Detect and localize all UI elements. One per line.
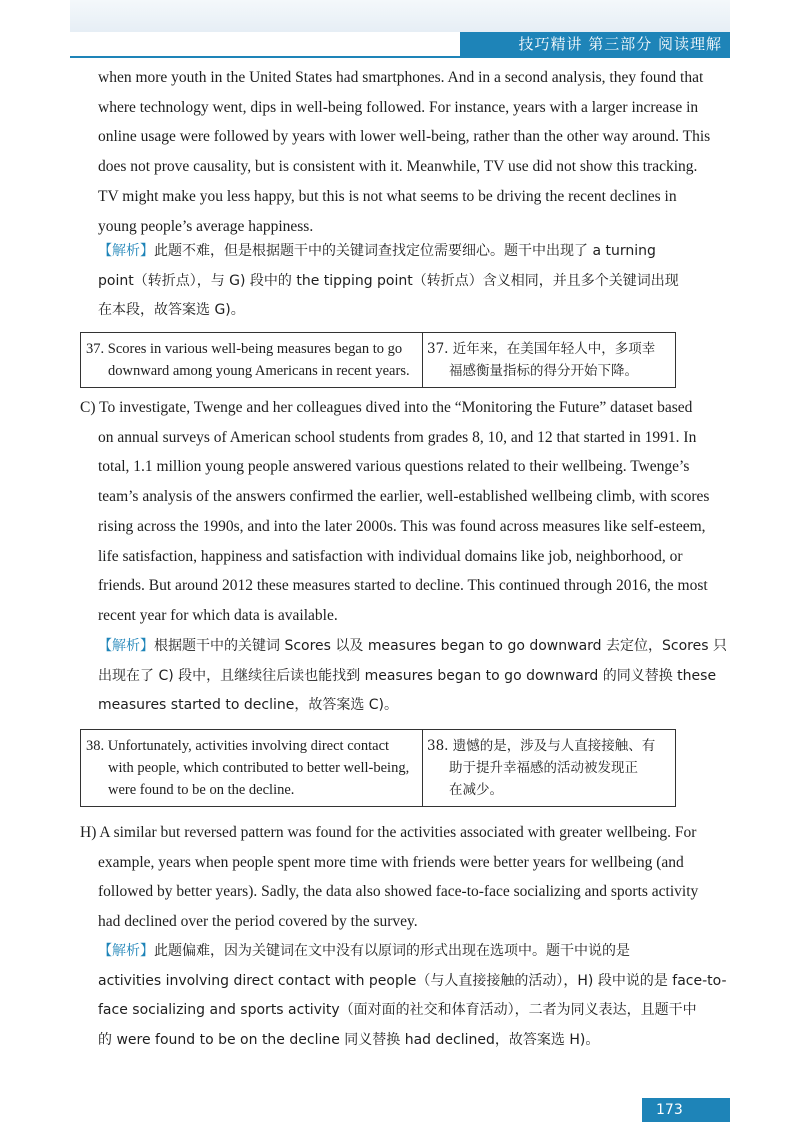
analysis-tag: 【解析】 (98, 638, 154, 654)
text-line: recent year for which data is available. (98, 606, 338, 624)
text-line: team’s analysis of the answers confirmed the earlier, well-established wellbeing climb, with scores (98, 488, 710, 506)
text-line: 的 were found to be on the decline 同义替换 had declined，故答案选 H)。 (98, 1032, 600, 1049)
analysis-block (98, 237, 678, 326)
text-line: 此题不难，但是根据题干中的关键词查找定位需要细心。题干中出现了 a turning (154, 243, 656, 259)
text-line: 37. Scores in various well-being measures began to go (86, 341, 403, 357)
text-line: 38. 遗憾的是，涉及与人直接接触、有 (427, 738, 656, 754)
analysis-block (98, 937, 727, 1056)
text-line: downward among young Americans in recent years. (108, 363, 410, 379)
text-line: H) A similar but reversed pattern was found for the activities associated with greater wellbeing. For (80, 824, 697, 841)
text-line: where technology went, dips in well-being followed. For instance, years with a larger increase in (98, 98, 699, 116)
analysis-block (98, 632, 727, 721)
question-chinese (423, 730, 675, 806)
text-line: example, years when people spent more time with friends were better years for wellbeing (and (98, 853, 684, 871)
text-line: 在本段，故答案选 G)。 (98, 302, 245, 319)
question-english (81, 730, 423, 806)
text-line: face socializing and sports activity（面对面的社交和体育活动），二者为同义表达，且题干中 (98, 1002, 697, 1019)
text-line: rising across the 1990s, and into the later 2000s. This was found across measures like self-esteem, (98, 517, 706, 535)
text-line: 此题偏难，因为关键词在文中没有以原词的形式出现在选项中。题干中说的是 (154, 943, 630, 959)
text-line: does not prove causality, but is consistent with it. Meanwhile, TV use did not show this tracking. (98, 158, 698, 176)
header-rule (70, 56, 730, 58)
page-number: 173 (642, 1098, 730, 1122)
text-line: TV might make you less happy, but this is not what seems to be driving the recent declines in (98, 187, 677, 205)
text-line: friends. But around 2012 these measures started to decline. This continued through 2016, the most (98, 577, 708, 595)
text-line: activities involving direct contact with people（与人直接接触的活动），H) 段中说的是 face-to- (98, 972, 727, 989)
text-line: were found to be on the decline. (108, 782, 295, 798)
text-line: followed by better years). Sadly, the data also showed face-to-face socializing and sports activity (98, 883, 699, 901)
analysis-tag: 【解析】 (98, 243, 154, 259)
question-table-37 (80, 332, 676, 388)
text-line: online usage were followed by years with lower well-being, rather than the other way around. This (98, 128, 711, 146)
text-line: measures started to decline，故答案选 C)。 (98, 697, 399, 714)
section-header: 技巧精讲 第三部分 阅读理解 (460, 32, 730, 56)
text-line: 福感衡量指标的得分开始下降。 (449, 363, 638, 379)
paragraph-c (80, 393, 710, 631)
text-line: 出现在了 C) 段中，且继续往后读也能找到 measures began to go downward 的同义替换 these (98, 667, 717, 684)
top-decoration-strip (70, 0, 730, 32)
text-line: C) To investigate, Twenge and her colleagues dived into the “Monitoring the Future” dataset based (80, 399, 693, 416)
text-line: 在减少。 (449, 782, 503, 798)
question-table-38 (80, 729, 676, 807)
text-line: 助于提升幸福感的活动被发现正 (449, 760, 638, 776)
text-line: point（转折点），与 G) 段中的 the tipping point（转折点）含义相同，并且多个关键词出现 (98, 272, 679, 289)
text-line: with people, which contributed to better well-being, (108, 760, 410, 776)
analysis-tag: 【解析】 (98, 943, 154, 959)
text-line: on annual surveys of American school students from grades 8, 10, and 12 that started in 1991. In (98, 428, 697, 446)
text-line: 38. Unfortunately, activities involving direct contact (86, 738, 390, 754)
paragraph-continued (98, 63, 711, 241)
paragraph-h (80, 818, 699, 937)
question-english (81, 333, 423, 387)
text-line: life satisfaction, happiness and satisfaction with individual domains like job, neighborhood, or (98, 547, 683, 565)
text-line: 37. 近年来，在美国年轻人中，多项幸 (427, 341, 656, 357)
question-chinese (423, 333, 675, 387)
text-line: total, 1.1 million young people answered various questions related to their wellbeing. Twenge’s (98, 458, 690, 476)
text-line: young people’s average happiness. (98, 217, 314, 235)
text-line: 根据题干中的关键词 Scores 以及 measures began to go downward 去定位，Scores 只 (154, 638, 727, 654)
text-line: when more youth in the United States had smartphones. And in a second analysis, they found that (98, 69, 704, 86)
text-line: had declined over the period covered by the survey. (98, 913, 418, 931)
